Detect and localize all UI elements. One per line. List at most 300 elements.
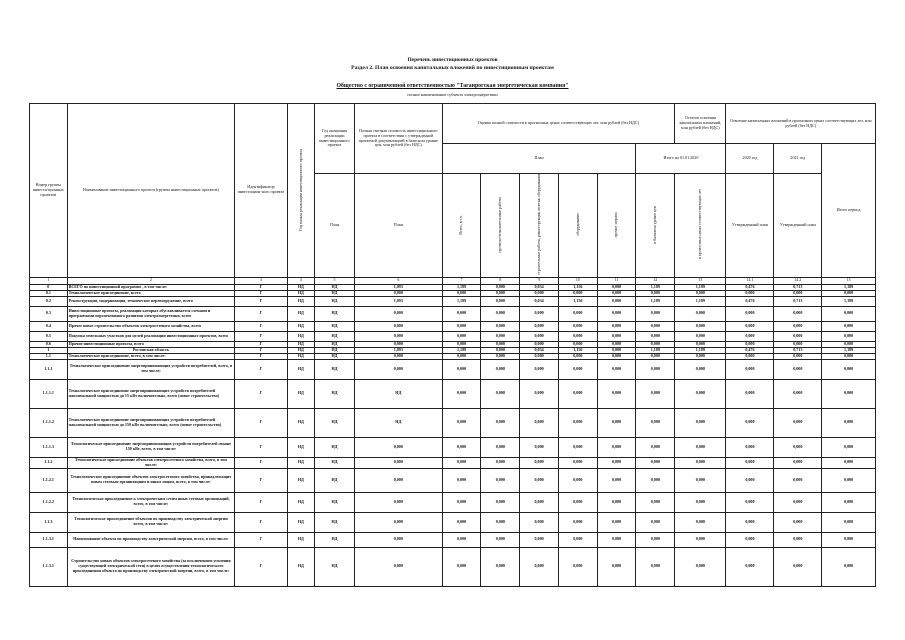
row-value: 0,000 (675, 306, 726, 321)
row-value: 1,189 (822, 296, 876, 306)
row-value: 0,000 (442, 353, 481, 359)
row-identifier: Г (235, 347, 287, 353)
header-project-id: Идентификатор инвестицион-ного проекта (235, 104, 287, 278)
row-end-year: НД (315, 532, 355, 547)
row-identifier: Г (235, 468, 287, 492)
row-value: 0,000 (636, 547, 675, 586)
row-start-year: НД (287, 547, 314, 586)
row-name: Инвестиционные проекты, реализация которых обуславливается схемами и программами перспективного развития электроэнергетики, всего (67, 306, 235, 321)
row-start-year: НД (287, 306, 314, 321)
row-value: 0,000 (442, 512, 481, 532)
row-value: 0,000 (636, 359, 675, 379)
row-value: 1,189 (675, 347, 726, 353)
row-value: 0,000 (558, 353, 597, 359)
row-value: 0,000 (558, 492, 597, 512)
row-value: 0,000 (558, 512, 597, 532)
column-numbers-row (30, 277, 876, 284)
table-row (30, 492, 876, 512)
row-identifier: Г (235, 341, 287, 347)
column-number: 12 (636, 277, 675, 284)
header-base-prices: в базисном уровне цен (636, 174, 675, 278)
row-value: 1,189 (675, 296, 726, 306)
header-project-name: Наименование инвестиционного проекта (группы инвестиционных проектов) (67, 104, 235, 278)
row-estimate: 0,000 (354, 321, 442, 331)
row-end-year: НД (315, 457, 355, 468)
row-value: 0,000 (675, 512, 726, 532)
row-number: 1.1.3.1 (30, 547, 68, 586)
row-value: 0,000 (481, 379, 520, 408)
row-value: 0,000 (597, 457, 636, 468)
row-value: 0,000 (726, 341, 774, 347)
row-value: 0,000 (481, 468, 520, 492)
row-value: 0,000 (520, 408, 559, 437)
row-estimate: 0,000 (354, 353, 442, 359)
row-end-year: НД (315, 437, 355, 457)
row-value: 0,000 (675, 321, 726, 331)
row-value: 0,000 (774, 331, 822, 341)
row-number: 1.1.3 (30, 512, 68, 532)
row-identifier: Г (235, 290, 287, 296)
row-value: 0,000 (726, 492, 774, 512)
row-estimate: 1,093 (354, 296, 442, 306)
row-value: 0,000 (774, 457, 822, 468)
row-value: 0,000 (442, 468, 481, 492)
row-start-year: НД (287, 284, 314, 290)
header-equipment: оборудование (558, 174, 597, 278)
row-value: 0,000 (774, 379, 822, 408)
row-value: 0,000 (675, 547, 726, 586)
row-value: 0,000 (558, 547, 597, 586)
column-number: 15 (822, 277, 876, 284)
header-total-period: Итого период (822, 144, 876, 278)
row-value: 0,000 (558, 379, 597, 408)
header-plan-year: План (315, 174, 355, 278)
row-estimate: 0,000 (354, 457, 442, 468)
row-number: 1.1.3.1 (30, 532, 68, 547)
row-value: 0,000 (636, 379, 675, 408)
row-number: 0.1 (30, 290, 68, 296)
table-row (30, 321, 876, 331)
row-value: 0,000 (774, 492, 822, 512)
row-start-year: НД (287, 532, 314, 547)
row-value: 0,000 (481, 284, 520, 290)
row-estimate: НД (354, 379, 442, 408)
row-value: 1,156 (558, 284, 597, 290)
row-value: 0,000 (520, 341, 559, 347)
header-start-year: Год начала реализации инвестиционного проекта (287, 104, 314, 278)
row-value: 0,000 (675, 468, 726, 492)
header-remaining: Остаток освоения капитальных вложений, млн рублей (без НДС) (675, 104, 726, 144)
row-value: 0,476 (726, 296, 774, 306)
row-start-year: НД (287, 457, 314, 468)
row-estimate: 0,000 (354, 331, 442, 341)
row-estimate: 0,000 (354, 359, 442, 379)
row-value: 0,000 (774, 306, 822, 321)
row-name: Прочее новое строительство объектов электросетевого хозяйства, всего (67, 321, 235, 331)
row-name: Технологическое присоединение энергопринимающих устройств потребителей максимальной мощностью до 15 кВт включительно, всего (новое строительство) (67, 379, 235, 408)
header-group-number: Номер группы инвести-ционных проектов (30, 104, 68, 278)
column-number: 3 (235, 277, 287, 284)
row-identifier: Г (235, 306, 287, 321)
row-value: 0,000 (822, 341, 876, 347)
row-value: 0,000 (636, 341, 675, 347)
row-value: 0,000 (558, 321, 597, 331)
row-value: 0,000 (597, 408, 636, 437)
row-number: 0.5 (30, 331, 68, 341)
row-estimate: 0,000 (354, 512, 442, 532)
row-value: 1,189 (636, 284, 675, 290)
row-name: ВСЕГО по инвестиционной программе , в том числе: (67, 284, 235, 290)
row-value: 0,000 (675, 341, 726, 347)
header-full-cost-estimate: Оценка полной стоимости в прогнозных ценах соответствующих лет, млн рублей (без НДС) (442, 104, 675, 144)
row-value: 0,476 (726, 284, 774, 290)
table-row (30, 306, 876, 321)
row-value: 0,000 (558, 532, 597, 547)
row-value: 0,000 (597, 547, 636, 586)
row-value: 0,000 (558, 457, 597, 468)
row-value: 0,000 (597, 331, 636, 341)
row-start-year: НД (287, 379, 314, 408)
row-estimate: 0,000 (354, 437, 442, 457)
row-name: Ростовская область (67, 347, 235, 353)
row-end-year: НД (315, 359, 355, 379)
row-estimate: 0,000 (354, 492, 442, 512)
row-name: Технологическое присоединение энергопринимающих устройств потребителей свыше 150 кВт, всего, в том числе: (67, 437, 235, 457)
column-number: 14.2 (774, 277, 822, 284)
row-start-year: НД (287, 296, 314, 306)
row-value: 0,000 (774, 532, 822, 547)
organization-name: "Таганрогская энергетическая компания" (456, 83, 569, 89)
row-value: 0,000 (481, 306, 520, 321)
row-value: 0,034 (520, 347, 559, 353)
row-value: 0,000 (481, 353, 520, 359)
row-value: 0,000 (520, 457, 559, 468)
row-value: 0,000 (675, 353, 726, 359)
column-number: 13 (675, 277, 726, 284)
row-identifier: Г (235, 353, 287, 359)
row-value: 1,189 (442, 296, 481, 306)
row-end-year: НД (315, 296, 355, 306)
row-end-year: НД (315, 341, 355, 347)
row-value: 0,000 (636, 353, 675, 359)
row-value: 0,000 (442, 306, 481, 321)
row-value: 0,000 (774, 437, 822, 457)
header-other-costs: прочие затраты (597, 174, 636, 278)
row-value: 0,000 (481, 437, 520, 457)
row-value: 0,000 (481, 321, 520, 331)
table-row (30, 512, 876, 532)
row-name: Технологическое присоединение объектов электросетевого хозяйства, принадлежащих иным сетевым организациям и иным лицам, всего, в том числе: (67, 468, 235, 492)
header-plan: План (442, 144, 636, 174)
column-number: 14.1 (726, 277, 774, 284)
row-number: 0.4 (30, 321, 68, 331)
row-identifier: Г (235, 457, 287, 468)
row-value: 0,034 (520, 284, 559, 290)
row-estimate: 1,093 (354, 284, 442, 290)
row-start-year: НД (287, 468, 314, 492)
row-value: 0,000 (442, 408, 481, 437)
row-value: 1,189 (822, 284, 876, 290)
row-identifier: Г (235, 532, 287, 547)
row-value: 0,000 (675, 437, 726, 457)
row-value: 0,000 (636, 468, 675, 492)
row-value: 0,000 (442, 379, 481, 408)
header-construction-works: строительные работы, реконструкция, монтаж оборудования (520, 174, 559, 278)
row-value: 0,000 (597, 347, 636, 353)
row-value: 0,000 (774, 353, 822, 359)
row-value: 1,156 (558, 347, 597, 353)
header-plan-cost: План (354, 174, 442, 278)
column-number: 4 (287, 277, 314, 284)
row-value: 0,000 (726, 408, 774, 437)
row-value: 0,000 (726, 532, 774, 547)
row-value: 0,000 (481, 290, 520, 296)
row-start-year: НД (287, 321, 314, 331)
row-value: 0,000 (726, 353, 774, 359)
row-value: 0,000 (822, 306, 876, 321)
row-value: 0,000 (774, 290, 822, 296)
row-end-year: НД (315, 512, 355, 532)
row-value: 0,000 (774, 512, 822, 532)
row-value: 0,000 (481, 341, 520, 347)
row-value: 0,000 (675, 290, 726, 296)
table-row (30, 532, 876, 547)
row-value: 0,000 (520, 331, 559, 341)
row-name: Наименование объекта по производству электрической энергии, всего, в том числе: (67, 532, 235, 547)
row-value: 0,000 (675, 532, 726, 547)
document-title: Перечень инвестиционных проектов (407, 57, 498, 63)
header-total-date: Итого на 01.01.2020 (636, 144, 726, 174)
row-start-year: НД (287, 492, 314, 512)
row-name: Технологическое присоединение объектов электросетевого хозяйства, всего, в том числе: (67, 457, 235, 468)
row-end-year: НД (315, 492, 355, 512)
header-approved-2021: Утвержденный план (774, 174, 822, 278)
row-name: Технологическое присоединение энергопринимающих устройств потребителей, всего, в том числе: (67, 359, 235, 379)
row-value: 0,000 (442, 341, 481, 347)
row-value: 0,000 (636, 437, 675, 457)
row-value: 0,000 (481, 347, 520, 353)
row-value: 0,000 (481, 457, 520, 468)
row-start-year: НД (287, 359, 314, 379)
row-value: 0,000 (597, 306, 636, 321)
column-number: 6 (354, 277, 442, 284)
row-value: 0,000 (726, 512, 774, 532)
row-estimate: 0,000 (354, 290, 442, 296)
row-value: 0,000 (822, 408, 876, 437)
row-start-year: НД (287, 290, 314, 296)
row-name: Технологическое присоединение объектов по производству электрической энергии всего, в том числе: (67, 512, 235, 532)
table-body (30, 284, 876, 586)
row-value: 0,000 (822, 492, 876, 512)
row-value: 0,000 (520, 492, 559, 512)
row-value: 0,000 (774, 468, 822, 492)
row-value: 0,000 (822, 437, 876, 457)
row-value: 1,156 (558, 296, 597, 306)
row-value: 0,000 (442, 359, 481, 379)
row-number: 1.1.1.3 (30, 437, 68, 457)
row-number: 1.1.1.1 (30, 379, 68, 408)
row-value: 0,000 (520, 290, 559, 296)
section-title: Раздел 2. План освоения капитальных вложений по инвестиционным проектам (351, 65, 554, 71)
row-value: 0,000 (726, 379, 774, 408)
row-value: 0,000 (726, 290, 774, 296)
row-value: 0,000 (726, 457, 774, 468)
row-end-year: НД (315, 408, 355, 437)
column-number: 9 (520, 277, 559, 284)
row-value: 0,000 (726, 359, 774, 379)
row-value: 0,000 (597, 437, 636, 457)
row-value: 0,000 (822, 547, 876, 586)
row-value: 0,000 (822, 379, 876, 408)
row-value: 0,000 (481, 547, 520, 586)
row-end-year: НД (315, 347, 355, 353)
row-end-year: НД (315, 321, 355, 331)
table-row (30, 468, 876, 492)
header-year-2020: 2020 год (726, 144, 774, 174)
row-identifier: Г (235, 512, 287, 532)
row-value: 0,000 (597, 359, 636, 379)
row-value: 0,000 (520, 353, 559, 359)
row-value: 0,000 (822, 457, 876, 468)
header-capital-investment: Освоение капитальных вложений в прогнозных ценах соответствующих лет, млн рублей (без НДС) (726, 104, 876, 144)
row-estimate: НД (354, 408, 442, 437)
row-value: 0,000 (675, 379, 726, 408)
row-identifier: Г (235, 284, 287, 290)
header-approved-2020: Утвержденный план (726, 174, 774, 278)
column-number: 7 (442, 277, 481, 284)
row-value: 0,000 (481, 532, 520, 547)
row-value: 0,000 (822, 512, 876, 532)
table-row (30, 437, 876, 457)
row-value: 0,000 (636, 492, 675, 512)
row-name: Технологическое присоединение энергопринимающих устройств потребителей максимальной мощностью до 150 кВт включительно, всего (новое строительство) (67, 408, 235, 437)
row-identifier: Г (235, 408, 287, 437)
row-value: 0,713 (774, 284, 822, 290)
row-start-year: НД (287, 347, 314, 353)
row-estimate: 0,000 (354, 468, 442, 492)
row-end-year: НД (315, 306, 355, 321)
row-value: 0,000 (481, 359, 520, 379)
row-value: 0,000 (636, 290, 675, 296)
organization-caption: полное наименование субъекта электроэнергетики (407, 92, 498, 97)
row-number: 0.3 (30, 306, 68, 321)
row-value: 0,000 (675, 492, 726, 512)
row-value: 0,000 (726, 468, 774, 492)
row-value: 0,000 (822, 321, 876, 331)
row-value: 0,000 (636, 321, 675, 331)
row-value: 0,000 (520, 306, 559, 321)
row-value: 0,000 (675, 408, 726, 437)
row-value: 0,000 (597, 379, 636, 408)
column-number: 8 (481, 277, 520, 284)
row-value: 0,000 (822, 532, 876, 547)
row-value: 0,000 (481, 512, 520, 532)
row-value: 0,000 (481, 296, 520, 306)
row-end-year: НД (315, 284, 355, 290)
row-value: 0,000 (822, 359, 876, 379)
row-value: 0,000 (520, 512, 559, 532)
table-row (30, 359, 876, 379)
row-value: 0,713 (774, 347, 822, 353)
row-value: 0,000 (774, 547, 822, 586)
row-value: 0,000 (442, 290, 481, 296)
row-value: 0,000 (774, 341, 822, 347)
row-value: 0,000 (597, 512, 636, 532)
organization-line (0, 83, 905, 89)
row-value: 0,000 (558, 468, 597, 492)
row-number: 0 (30, 284, 68, 290)
table-row (30, 331, 876, 341)
row-value: 0,000 (774, 359, 822, 379)
table-row (30, 547, 876, 586)
row-value: 0,034 (520, 296, 559, 306)
row-number: 1.1.1.2 (30, 408, 68, 437)
row-value: 0,000 (675, 331, 726, 341)
row-number: 1.1.2.1 (30, 468, 68, 492)
header-full-estimate: Полная сметная стоимость инвестиционного проекта в соответствии с утвержденной проектной документацией в базисном уровне цен, млн рублей (без НДС) (354, 104, 442, 174)
row-end-year: НД (315, 331, 355, 341)
column-number: 2 (67, 277, 235, 284)
row-number: 0.6 (30, 341, 68, 347)
row-value: 0,000 (558, 408, 597, 437)
row-identifier: Г (235, 331, 287, 341)
row-value: 1,189 (636, 296, 675, 306)
column-number: 1 (30, 277, 68, 284)
row-end-year: НД (315, 353, 355, 359)
row-estimate: 0,000 (354, 547, 442, 586)
header-forecast-prices: в прогнозных ценах соответствующих лет (675, 174, 726, 278)
row-identifier: Г (235, 547, 287, 586)
row-identifier: Г (235, 492, 287, 512)
row-name: Покупка земельных участков для целей реализации инвестиционных проектов, всего (67, 331, 235, 341)
row-start-year: НД (287, 408, 314, 437)
row-number: 1.1.1 (30, 359, 68, 379)
row-identifier: Г (235, 321, 287, 331)
row-end-year: НД (315, 290, 355, 296)
row-value: 0,000 (520, 321, 559, 331)
row-value: 1,189 (822, 347, 876, 353)
row-value: 0,000 (558, 341, 597, 347)
row-end-year: НД (315, 379, 355, 408)
row-value: 0,000 (520, 547, 559, 586)
row-identifier: Г (235, 379, 287, 408)
investment-table (29, 103, 876, 587)
row-value: 0,000 (597, 284, 636, 290)
row-value: 0,000 (442, 321, 481, 331)
row-value: 0,000 (675, 359, 726, 379)
column-number: 11 (597, 277, 636, 284)
row-value: 0,000 (636, 331, 675, 341)
row-estimate: 0,000 (354, 306, 442, 321)
column-number: 10 (558, 277, 597, 284)
row-value: 0,000 (774, 408, 822, 437)
row-value: 0,000 (520, 379, 559, 408)
row-identifier: Г (235, 359, 287, 379)
table-row (30, 408, 876, 437)
row-value: 0,000 (726, 547, 774, 586)
row-end-year: НД (315, 468, 355, 492)
row-value: 0,000 (597, 492, 636, 512)
row-number: 0.2 (30, 296, 68, 306)
row-value: 1,189 (442, 347, 481, 353)
row-value: 0,000 (726, 306, 774, 321)
row-value: 0,000 (597, 468, 636, 492)
row-start-year: НД (287, 331, 314, 341)
row-identifier: Г (235, 296, 287, 306)
row-value: 0,000 (520, 359, 559, 379)
row-estimate: 0,000 (354, 341, 442, 347)
row-start-year: НД (287, 437, 314, 457)
